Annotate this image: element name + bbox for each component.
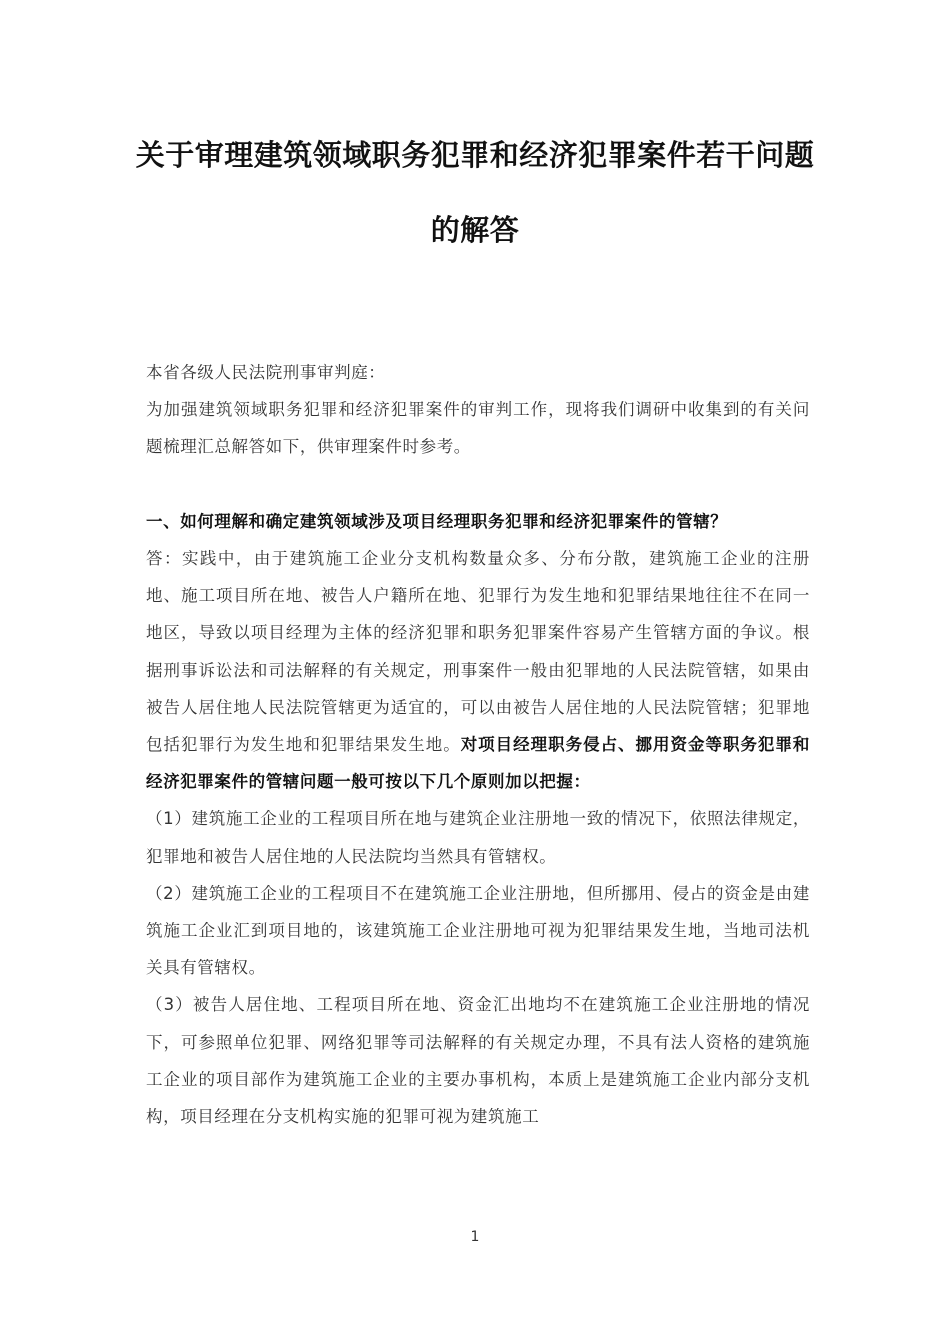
intro-paragraph: 为加强建筑领域职务犯罪和经济犯罪案件的审判工作，现将我们调研中收集到的有关问题梳理汇总解答如下，供审理案件时参考。	[146, 400, 810, 457]
document-title-line-1: 关于审理建筑领域职务犯罪和经济犯罪案件若干问题	[135, 138, 815, 172]
section-1-principle: 对项目经理职务侵占、挪用资金等职务犯罪和经济犯罪案件的管辖问题一般可按以下几个原则加以把握：	[146, 735, 810, 792]
page-number: 1	[470, 1229, 480, 1245]
paragraph-spacer	[146, 466, 810, 503]
section-1-heading: 一、如何理解和确定建筑领域涉及项目经理职务犯罪和经济犯罪案件的管辖？	[146, 511, 728, 531]
list-item-1: （1）建筑施工企业的工程项目所在地与建筑企业注册地一致的情况下，依照法律规定，犯罪地和被告人居住地的人民法院均当然具有管辖权。	[146, 809, 810, 866]
list-item-3: （3）被告人居住地、工程项目所在地、资金汇出地均不在建筑施工企业注册地的情况下，可参照单位犯罪、网络犯罪等司法解释的有关规定办理，不具有法人资格的建筑施工企业的项目部作为建筑施工企业的主要办事机构，本质上是建筑施工企业内部分支机构，项目经理在分支机构实施的犯罪可视为建筑施工	[146, 995, 810, 1127]
document-title-line-2: 的解答	[430, 213, 520, 247]
salutation: 本省各级人民法院刑事审判庭：	[146, 363, 386, 382]
list-item-2: （2）建筑施工企业的工程项目不在建筑施工企业注册地，但所挪用、侵占的资金是由建筑施工企业汇到项目地的，该建筑施工企业注册地可视为犯罪结果发生地，当地司法机关具有管辖权。	[146, 883, 810, 978]
document-body	[146, 354, 810, 1135]
section-1-answer	[146, 540, 810, 800]
section-1-answer-text: 答：实践中，由于建筑施工企业分支机构数量众多、分布分散，建筑施工企业的注册地、施工项目所在地、被告人户籍所在地、犯罪行为发生地和犯罪结果地往往不在同一地区，导致以项目经理为主体的经济犯罪和职务犯罪案件容易产生管辖方面的争议。根据刑事诉讼法和司法解释的有关规定，刑事案件一般由犯罪地的人民法院管辖，如果由被告人居住地人民法院管辖更为适宜的，可以由被告人居住地的人民法院管辖；犯罪地包括犯罪行为发生地和犯罪结果发生地。	[146, 549, 810, 755]
